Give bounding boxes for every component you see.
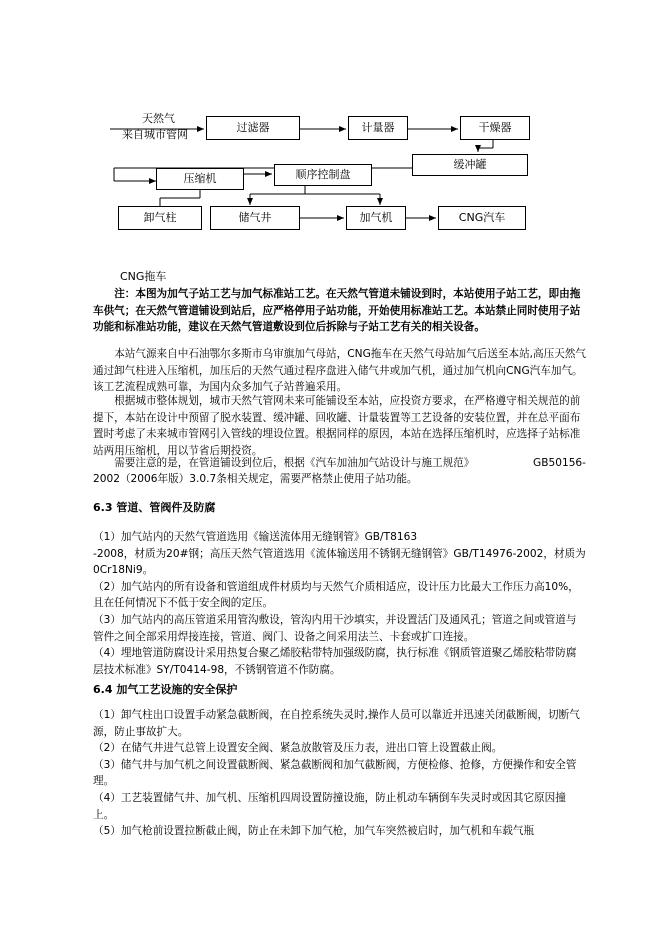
- paragraph-notice-code: GB50156-: [533, 457, 586, 469]
- section-6-4-title: 6.4 加气工艺设施的安全保护: [93, 683, 238, 696]
- paragraph-gas-source: 本站气源来自中石油鄂尔多斯市乌审旗加气母站，CNG拖车在天然气母站加气后送至本站,高压天然气通过卸气柱进入压缩机，加压后的天然气通过程序盘进入储气井或加气机，通过加气机向CNG汽车加气。该工艺流程成熟可靠，为国内众多加气子站普遍采用。: [93, 348, 587, 394]
- meter-box: 计量器: [348, 116, 408, 140]
- list-item: （1）卸气柱出口设置手动紧急截断阀，在自控系统失灵时,操作人员可以靠近并迅速关闭截断阀，切断气源，防止事故扩大。: [93, 709, 580, 738]
- paragraph-planning: 根据城市整体规划，城市天然气管网未来可能铺设至本站，应投资方要求，在严格遵守相关规范的前提下，本站在设计中预留了脱水装置、缓冲罐、回收罐、计量装置等工艺设备的安装位置，并在总平面布置时考虑了未来城市管网引入管线的埋设位置。根据同样的原因，本站在选择压缩机时，应选择子站标准站两用压缩机，用以节省后期投资。: [93, 395, 581, 457]
- list-item: （3）储气井与加气机之间设置截断阀、紧急截断阀和加气截断阀，方便检修、抢修，方便操作和安全管理。: [93, 758, 577, 788]
- dryer-box: 干燥器: [460, 116, 530, 140]
- storage-well-box: 储气井: [210, 206, 300, 230]
- compressor-box: 压缩机: [156, 168, 244, 190]
- list-item: （5）加气枪前设置拉断截止阀，防止在未卸下加气枪，加气车突然被启时，加气机和车载气瓶: [93, 825, 535, 838]
- paragraph-notice-line2: 2002（2006年版）3.0.7条相关规定，需要严格禁止使用子站功能。: [93, 473, 418, 485]
- source-label-line2: 来自城市管网: [122, 128, 188, 141]
- list-item: （1）加气站内的天然气管道选用《输送流体用无缝钢管》GB/T8163: [93, 531, 418, 543]
- section-6-4-list: [93, 707, 587, 840]
- buffer-box: 缓冲罐: [412, 154, 528, 176]
- list-item: （4）工艺装置储气井、加气机、压缩机四周设置防撞设施，防止机动车辆倒车失灵时或因其它原因撞上。: [93, 791, 566, 821]
- section-6-3-title: 6.3 管道、管阀件及防腐: [93, 501, 216, 514]
- paragraph-notice-line1: 需要注意的是，在管道铺设到位后，根据《汽车加油加气站设计与施工规范》: [114, 457, 475, 469]
- list-item: -2008，材质为20#钢；高压天然气管道选用《流体输送用不锈钢无缝钢管》GB/T14976-2002，材质为0Cr18Ni9。: [93, 547, 586, 577]
- list-item: （3）加气站内的高压管道采用管沟敷设，管沟内用干沙填实，并设置活门及通风孔；管道之间或管道与管件之间全部采用焊接连接，管道、阀门、设备之间采用法兰、卡套或扩口连接。: [93, 613, 577, 643]
- cng-trailer-label: CNG拖车: [120, 270, 167, 283]
- cng-vehicle-box: CNG汽车: [438, 206, 526, 230]
- dispenser-box: 加气机: [346, 206, 406, 230]
- filter-box: 过滤器: [206, 116, 300, 140]
- diagram-note: 注：本图为加气子站工艺与加气标准站工艺。在天然气管道未铺设到时，本站使用子站工艺，即由拖车供气；在天然气管道铺设到站后，应严格停用子站功能，开始使用标准站工艺。本站禁止同时使用子站功能和标准站功能，建议在天然气管道敷设到位后拆除与子站工艺有关的相关设备。: [93, 288, 581, 334]
- sequence-panel-box: 顺序控制盘: [274, 164, 372, 186]
- unloading-post-box: 卸气柱: [118, 206, 202, 230]
- list-item: （4）埋地管道防腐设计采用热复合聚乙烯胶粘带特加强级防腐，执行标准《钢质管道聚乙烯胶粘带防腐层技术标准》SY/T0414-98，不锈钢管道不作防腐。: [93, 647, 577, 676]
- section-6-3-list: [93, 529, 587, 678]
- source-label-line1: 天然气: [142, 112, 175, 125]
- list-item: （2）在储气井进气总管上设置安全阀、紧急放散管及压力表，进出口管上设置截止阀。: [93, 742, 503, 755]
- process-flow-diagram: [100, 108, 580, 288]
- list-item: （2）加气站内的所有设备和管道组成件材质均与天然气介质相适应，设计压力比最大工作压力高10%，且在任何情况下不低于安全阀的定压。: [93, 580, 579, 610]
